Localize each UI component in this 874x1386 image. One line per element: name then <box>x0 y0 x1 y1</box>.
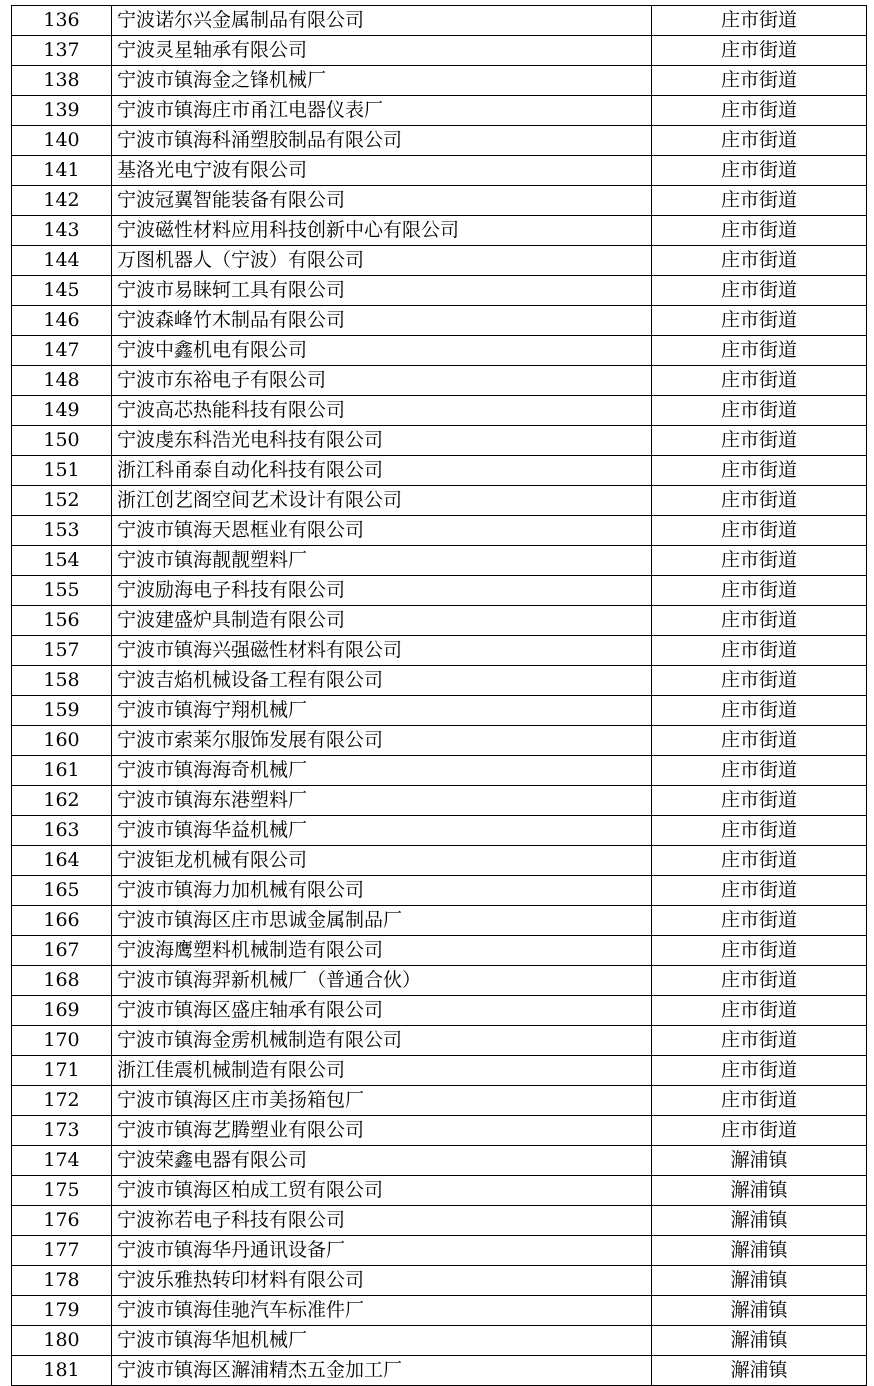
row-number: 138 <box>12 66 112 96</box>
table-row <box>12 1266 867 1296</box>
company-name: 宁波市镇海东港塑料厂 <box>112 786 652 816</box>
township: 庄市街道 <box>652 726 867 756</box>
township: 庄市街道 <box>652 696 867 726</box>
table-row <box>12 6 867 36</box>
township: 庄市街道 <box>652 6 867 36</box>
company-name: 宁波钜龙机械有限公司 <box>112 846 652 876</box>
row-number: 156 <box>12 606 112 636</box>
company-name: 宁波虔东科浩光电科技有限公司 <box>112 426 652 456</box>
table-row <box>12 1236 867 1266</box>
township: 澥浦镇 <box>652 1296 867 1326</box>
table-row <box>12 1176 867 1206</box>
row-number: 157 <box>12 636 112 666</box>
table-row <box>12 606 867 636</box>
table-body <box>12 6 867 1386</box>
township: 庄市街道 <box>652 876 867 906</box>
row-number: 168 <box>12 966 112 996</box>
row-number: 170 <box>12 1026 112 1056</box>
table-row <box>12 966 867 996</box>
row-number: 142 <box>12 186 112 216</box>
company-name: 宁波市易睐轲工具有限公司 <box>112 276 652 306</box>
township: 澥浦镇 <box>652 1266 867 1296</box>
table-row <box>12 426 867 456</box>
row-number: 160 <box>12 726 112 756</box>
township: 庄市街道 <box>652 486 867 516</box>
table-row <box>12 246 867 276</box>
row-number: 169 <box>12 996 112 1026</box>
township: 庄市街道 <box>652 636 867 666</box>
table-row <box>12 126 867 156</box>
table-row <box>12 1116 867 1146</box>
township: 澥浦镇 <box>652 1356 867 1386</box>
table-row <box>12 816 867 846</box>
table-row <box>12 1026 867 1056</box>
table-row <box>12 786 867 816</box>
row-number: 162 <box>12 786 112 816</box>
row-number: 178 <box>12 1266 112 1296</box>
row-number: 172 <box>12 1086 112 1116</box>
row-number: 153 <box>12 516 112 546</box>
township: 庄市街道 <box>652 336 867 366</box>
company-name: 宁波市镇海华益机械厂 <box>112 816 652 846</box>
row-number: 139 <box>12 96 112 126</box>
company-name: 宁波荣鑫电器有限公司 <box>112 1146 652 1176</box>
company-table <box>11 5 867 1386</box>
company-name: 宁波冠翼智能装备有限公司 <box>112 186 652 216</box>
row-number: 155 <box>12 576 112 606</box>
table-row <box>12 1146 867 1176</box>
township: 庄市街道 <box>652 276 867 306</box>
company-name: 宁波森峰竹木制品有限公司 <box>112 306 652 336</box>
township: 庄市街道 <box>652 546 867 576</box>
row-number: 173 <box>12 1116 112 1146</box>
row-number: 136 <box>12 6 112 36</box>
table-row <box>12 1086 867 1116</box>
company-name: 宁波高芯热能科技有限公司 <box>112 396 652 426</box>
township: 庄市街道 <box>652 456 867 486</box>
table-row <box>12 906 867 936</box>
table-row <box>12 936 867 966</box>
row-number: 152 <box>12 486 112 516</box>
table-row <box>12 36 867 66</box>
company-name: 浙江科甬泰自动化科技有限公司 <box>112 456 652 486</box>
township: 庄市街道 <box>652 36 867 66</box>
row-number: 145 <box>12 276 112 306</box>
township: 庄市街道 <box>652 576 867 606</box>
company-name: 宁波市镇海天恩框业有限公司 <box>112 516 652 546</box>
table-row <box>12 546 867 576</box>
company-name: 宁波海鹰塑料机械制造有限公司 <box>112 936 652 966</box>
township: 庄市街道 <box>652 1026 867 1056</box>
company-name: 宁波市镇海华旭机械厂 <box>112 1326 652 1356</box>
company-name: 宁波祢若电子科技有限公司 <box>112 1206 652 1236</box>
company-name: 宁波市镇海区柏成工贸有限公司 <box>112 1176 652 1206</box>
table-row <box>12 576 867 606</box>
township: 庄市街道 <box>652 126 867 156</box>
row-number: 154 <box>12 546 112 576</box>
row-number: 179 <box>12 1296 112 1326</box>
table-row <box>12 486 867 516</box>
company-name: 宁波灵星轴承有限公司 <box>112 36 652 66</box>
company-name: 宁波市镇海艺腾塑业有限公司 <box>112 1116 652 1146</box>
row-number: 163 <box>12 816 112 846</box>
company-name: 宁波励海电子科技有限公司 <box>112 576 652 606</box>
row-number: 146 <box>12 306 112 336</box>
company-name: 宁波市索莱尔服饰发展有限公司 <box>112 726 652 756</box>
company-name: 宁波市镇海宁翔机械厂 <box>112 696 652 726</box>
table-row <box>12 876 867 906</box>
township: 庄市街道 <box>652 156 867 186</box>
row-number: 164 <box>12 846 112 876</box>
company-name: 宁波市镇海区澥浦精杰五金加工厂 <box>112 1356 652 1386</box>
row-number: 149 <box>12 396 112 426</box>
company-name: 宁波市镇海区庄市美扬箱包厂 <box>112 1086 652 1116</box>
township: 庄市街道 <box>652 816 867 846</box>
company-name: 宁波市镇海羿新机械厂（普通合伙） <box>112 966 652 996</box>
company-name: 宁波市镇海海奇机械厂 <box>112 756 652 786</box>
township: 澥浦镇 <box>652 1206 867 1236</box>
row-number: 158 <box>12 666 112 696</box>
row-number: 161 <box>12 756 112 786</box>
table-row <box>12 66 867 96</box>
company-name: 宁波乐雅热转印材料有限公司 <box>112 1266 652 1296</box>
company-name: 宁波市镇海区庄市思诚金属制品厂 <box>112 906 652 936</box>
company-name: 浙江佳震机械制造有限公司 <box>112 1056 652 1086</box>
table-row <box>12 1206 867 1236</box>
row-number: 150 <box>12 426 112 456</box>
company-name: 宁波市镇海华丹通讯设备厂 <box>112 1236 652 1266</box>
company-name: 宁波市镇海区盛庄轴承有限公司 <box>112 996 652 1026</box>
company-name: 宁波中鑫机电有限公司 <box>112 336 652 366</box>
township: 庄市街道 <box>652 216 867 246</box>
row-number: 180 <box>12 1326 112 1356</box>
township: 庄市街道 <box>652 786 867 816</box>
township: 庄市街道 <box>652 846 867 876</box>
township: 庄市街道 <box>652 516 867 546</box>
company-name: 宁波市东裕电子有限公司 <box>112 366 652 396</box>
table-row <box>12 456 867 486</box>
table-row <box>12 846 867 876</box>
row-number: 148 <box>12 366 112 396</box>
company-name: 宁波诺尔兴金属制品有限公司 <box>112 6 652 36</box>
township: 庄市街道 <box>652 906 867 936</box>
township: 庄市街道 <box>652 1086 867 1116</box>
company-name: 基洛光电宁波有限公司 <box>112 156 652 186</box>
company-name: 宁波市镇海靓靓塑料厂 <box>112 546 652 576</box>
row-number: 144 <box>12 246 112 276</box>
table-row <box>12 516 867 546</box>
company-name: 宁波市镇海科涌塑胶制品有限公司 <box>112 126 652 156</box>
company-name: 宁波吉焰机械设备工程有限公司 <box>112 666 652 696</box>
row-number: 171 <box>12 1056 112 1086</box>
row-number: 137 <box>12 36 112 66</box>
row-number: 175 <box>12 1176 112 1206</box>
row-number: 140 <box>12 126 112 156</box>
township: 庄市街道 <box>652 366 867 396</box>
row-number: 176 <box>12 1206 112 1236</box>
table-row <box>12 216 867 246</box>
table-row <box>12 156 867 186</box>
township: 庄市街道 <box>652 246 867 276</box>
township: 澥浦镇 <box>652 1236 867 1266</box>
township: 庄市街道 <box>652 966 867 996</box>
table-row <box>12 726 867 756</box>
table-row <box>12 756 867 786</box>
row-number: 165 <box>12 876 112 906</box>
township: 庄市街道 <box>652 756 867 786</box>
township: 庄市街道 <box>652 306 867 336</box>
township: 庄市街道 <box>652 1116 867 1146</box>
table-row <box>12 696 867 726</box>
company-name: 宁波市镇海兴强磁性材料有限公司 <box>112 636 652 666</box>
township: 庄市街道 <box>652 1056 867 1086</box>
township: 庄市街道 <box>652 936 867 966</box>
table-row <box>12 96 867 126</box>
company-name: 宁波市镇海力加机械有限公司 <box>112 876 652 906</box>
table-row <box>12 1056 867 1086</box>
township: 庄市街道 <box>652 66 867 96</box>
company-name: 万图机器人（宁波）有限公司 <box>112 246 652 276</box>
table-row <box>12 366 867 396</box>
row-number: 166 <box>12 906 112 936</box>
company-name: 宁波市镇海金雳机械制造有限公司 <box>112 1026 652 1056</box>
township: 庄市街道 <box>652 96 867 126</box>
row-number: 181 <box>12 1356 112 1386</box>
table-row <box>12 396 867 426</box>
company-name: 宁波建盛炉具制造有限公司 <box>112 606 652 636</box>
table-row <box>12 186 867 216</box>
row-number: 159 <box>12 696 112 726</box>
township: 庄市街道 <box>652 606 867 636</box>
row-number: 174 <box>12 1146 112 1176</box>
row-number: 147 <box>12 336 112 366</box>
table-row <box>12 1296 867 1326</box>
row-number: 177 <box>12 1236 112 1266</box>
table-row <box>12 666 867 696</box>
table-row <box>12 636 867 666</box>
township: 庄市街道 <box>652 396 867 426</box>
township: 庄市街道 <box>652 666 867 696</box>
row-number: 167 <box>12 936 112 966</box>
row-number: 151 <box>12 456 112 486</box>
company-name: 宁波市镇海佳驰汽车标准件厂 <box>112 1296 652 1326</box>
township: 澥浦镇 <box>652 1146 867 1176</box>
row-number: 143 <box>12 216 112 246</box>
company-name: 浙江创艺阁空间艺术设计有限公司 <box>112 486 652 516</box>
table-row <box>12 1326 867 1356</box>
company-name: 宁波市镇海金之锋机械厂 <box>112 66 652 96</box>
township: 澥浦镇 <box>652 1326 867 1356</box>
table-row <box>12 1356 867 1386</box>
table-row <box>12 306 867 336</box>
table-row <box>12 996 867 1026</box>
table-row <box>12 276 867 306</box>
company-name: 宁波磁性材料应用科技创新中心有限公司 <box>112 216 652 246</box>
township: 澥浦镇 <box>652 1176 867 1206</box>
township: 庄市街道 <box>652 996 867 1026</box>
township: 庄市街道 <box>652 186 867 216</box>
township: 庄市街道 <box>652 426 867 456</box>
table-row <box>12 336 867 366</box>
row-number: 141 <box>12 156 112 186</box>
company-name: 宁波市镇海庄市甬江电器仪表厂 <box>112 96 652 126</box>
